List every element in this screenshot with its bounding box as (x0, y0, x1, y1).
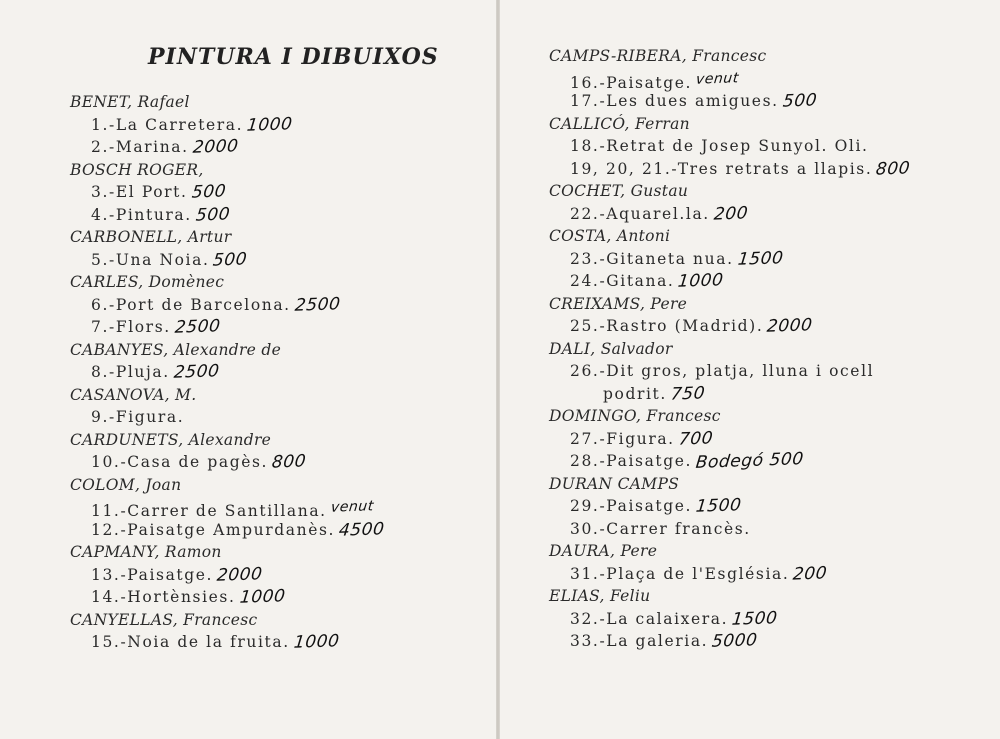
catalog-entry (70, 361, 490, 384)
entry-number: 3. (91, 183, 109, 201)
artwork-title: Carrer de Santillana. (127, 502, 327, 520)
entry-dash: - (120, 453, 128, 471)
catalog-entry (549, 135, 989, 158)
handwritten-price: 700 (677, 427, 714, 450)
entry-number: 33. (570, 632, 600, 650)
artist-name: CARBONELL, Artur (70, 228, 232, 246)
artwork-title: Pluja. (115, 363, 170, 381)
entry-number: 19, 20, 21. (570, 159, 672, 178)
entry-dash: - (599, 452, 607, 470)
artwork-title: Figura. (115, 408, 185, 426)
artist-name: DALI, Salvador (549, 339, 673, 358)
catalog-entry (549, 270, 989, 293)
entry-dash: - (120, 520, 128, 539)
handwritten-price: 800 (270, 451, 308, 473)
handwritten-price: 2000 (191, 136, 240, 158)
entry-number: 11. (91, 502, 121, 520)
artwork-title: Les dues amigues. (606, 92, 779, 110)
artwork-title: Casa de pagès. (127, 453, 269, 471)
entry-dash: - (120, 502, 128, 520)
entry-dash: - (120, 565, 128, 584)
artwork-title: Retrat de Josep Sunyol. Oli. (606, 137, 869, 155)
entry-dash: - (109, 138, 116, 156)
handwritten-price: 1000 (292, 631, 341, 653)
artwork-title: El Port. (115, 183, 188, 201)
catalog-entry (70, 519, 490, 542)
catalog-entry (549, 360, 989, 405)
catalog-entry (549, 630, 989, 653)
entry-number: 15. (91, 633, 121, 651)
artwork-title: La calaixera. (606, 609, 729, 628)
catalog-entry (549, 203, 989, 226)
artist-name: COSTA, Antoni (549, 227, 671, 245)
entry-dash: - (599, 497, 607, 515)
artwork-title: Dit gros, platja, lluna i ocell (606, 362, 875, 380)
entry-dash: - (671, 159, 678, 178)
entry-number: 18. (570, 137, 600, 155)
entry-number: 4. (91, 205, 109, 224)
entry-number: 26. (570, 362, 600, 380)
artist-name: CANYELLAS, Francesc (70, 610, 258, 629)
entry-number: 5. (91, 250, 109, 269)
catalog-entry (70, 294, 490, 317)
entry-dash: - (599, 204, 607, 223)
catalog-entry (549, 68, 989, 91)
catalog-entry (549, 315, 989, 338)
entry-number: 2. (91, 138, 109, 156)
catalog-entry (70, 406, 490, 429)
handwritten-price: 2000 (215, 563, 264, 586)
entry-number: 9. (91, 408, 109, 426)
catalog-entry (70, 586, 490, 609)
handwritten-price: venut (329, 498, 375, 516)
handwritten-price: 2500 (172, 361, 221, 383)
entry-number: 12. (91, 520, 121, 539)
entry-dash: - (109, 205, 116, 224)
entry-dash: - (109, 183, 116, 201)
artwork-title: La galeria. (606, 632, 709, 650)
entry-dash: - (599, 317, 607, 335)
handwritten-price: 1000 (238, 586, 286, 608)
artist-name: CASANOVA, M. (70, 385, 197, 404)
artwork-title: Paisatge. (606, 497, 693, 515)
catalog-entry (549, 450, 989, 473)
artwork-title: Paisatge Ampurdanès. (127, 520, 336, 539)
right-column (549, 45, 989, 653)
entry-dash: - (120, 588, 128, 606)
artist-name: DAURA, Pere (549, 542, 658, 560)
handwritten-price: 1500 (694, 495, 743, 517)
artwork-title: Aquarel.la. (606, 204, 710, 223)
handwritten-price: 750 (669, 382, 707, 405)
catalog-entry (70, 204, 490, 227)
entry-number: 22. (570, 204, 600, 223)
entry-number: 29. (570, 497, 600, 515)
catalog-entry (549, 248, 989, 271)
entry-number: 13. (91, 565, 121, 584)
artist-name: DURAN CAMPS (549, 474, 680, 493)
entry-dash: - (599, 249, 607, 268)
catalog-entry (70, 181, 490, 204)
catalog-entry (70, 114, 490, 137)
artwork-title: Paisatge. (127, 565, 214, 584)
entry-dash: - (599, 73, 607, 92)
artwork-title: Carrer francès. (606, 519, 751, 538)
artwork-title: Pintura. (115, 205, 192, 224)
entry-number: 30. (570, 519, 600, 538)
artist-name: BOSCH ROGER, (70, 160, 204, 179)
catalog-entry (549, 90, 989, 113)
entry-dash: - (599, 564, 607, 583)
artwork-title: Marina. (115, 138, 189, 156)
entry-dash: - (599, 632, 607, 650)
entry-number: 16. (570, 73, 600, 92)
handwritten-price: venut (695, 69, 740, 88)
artist-name: CABANYES, Alexandre de (70, 340, 282, 359)
handwritten-price: 500 (190, 181, 227, 203)
entry-dash: - (109, 318, 116, 336)
catalog-entry (549, 563, 989, 586)
handwritten-price: 500 (212, 248, 249, 271)
entry-number: 10. (91, 453, 121, 471)
catalog-entry (70, 136, 490, 159)
entry-number: 7. (91, 318, 109, 336)
artwork-title: Hortènsies. (127, 588, 236, 606)
entry-number: 6. (91, 295, 109, 314)
entry-dash: - (599, 137, 607, 155)
handwritten-price: 1000 (246, 113, 294, 136)
entry-dash: - (599, 429, 607, 448)
artist-name: CALLICÓ, Ferran (549, 114, 690, 133)
artwork-title: Paisatge. (606, 73, 693, 92)
artist-name: CARLES, Domènec (70, 273, 225, 291)
handwritten-price: 5000 (711, 630, 759, 652)
handwritten-price: 200 (712, 202, 749, 225)
artwork-title: Gitana. (606, 272, 675, 290)
catalog-entry (549, 518, 989, 541)
entry-dash: - (109, 115, 116, 134)
catalog-entry (549, 428, 989, 451)
artwork-title: Port de Barcelona. (115, 295, 291, 314)
entry-number: 28. (570, 452, 600, 470)
catalog-entry (70, 496, 490, 519)
entry-dash: - (599, 519, 607, 538)
artist-name: ELIAS, Feliu (549, 587, 651, 605)
artwork-title: Noia de la fruita. (127, 633, 290, 651)
handwritten-price: 4500 (337, 518, 386, 541)
entry-dash: - (599, 92, 607, 110)
entry-number: 8. (91, 363, 109, 381)
artwork-title: Flors. (115, 318, 171, 336)
entry-number: 24. (570, 272, 600, 290)
entry-dash: - (120, 633, 128, 651)
catalog-entry (549, 495, 989, 518)
artist-name: DOMINGO, Francesc (549, 407, 721, 425)
entry-number: 14. (91, 588, 121, 606)
entry-number: 32. (570, 609, 600, 628)
entry-dash: - (109, 295, 116, 314)
handwritten-price: 1000 (677, 270, 725, 292)
artist-name: COLOM, Joan (70, 475, 182, 494)
entry-dash: - (109, 250, 116, 269)
handwritten-price: 2500 (173, 316, 222, 338)
entry-number: 27. (570, 429, 600, 448)
handwritten-price: 800 (875, 157, 912, 180)
entry-dash: - (109, 408, 116, 426)
artwork-title: Paisatge. (606, 452, 693, 470)
entry-dash: - (109, 363, 116, 381)
artist-name: BENET, Rafael (70, 93, 190, 111)
page-gutter (496, 0, 500, 739)
artwork-title: Tres retrats a llapis. (677, 159, 873, 178)
catalog-entry (70, 451, 490, 474)
handwritten-price: 500 (194, 203, 231, 226)
handwritten-price: 1500 (736, 247, 785, 270)
catalog-entry (70, 631, 490, 654)
handwritten-price: 200 (792, 562, 829, 585)
artwork-title: Rastro (Madrid). (606, 317, 764, 335)
artwork-title: Figura. (606, 429, 675, 448)
entry-number: 25. (570, 317, 600, 335)
entry-dash: - (599, 272, 607, 290)
artist-name: CAMPS-RIBERA, Francesc (549, 47, 767, 65)
catalog-entry (70, 564, 490, 587)
artist-name: COCHET, Gustau (549, 182, 689, 200)
artwork-title: Gitaneta nua. (606, 249, 734, 268)
artwork-title-continued: podrit. 750 (603, 382, 707, 405)
artist-name: CREIXAMS, Pere (549, 294, 688, 313)
handwritten-price: 500 (781, 90, 818, 112)
entry-number: 31. (570, 564, 600, 583)
handwritten-price: 1500 (731, 607, 779, 630)
catalog-entry (549, 158, 989, 181)
entry-dash: - (599, 362, 607, 380)
artist-name: CARDUNETS, Alexandre (70, 430, 272, 449)
entry-dash: - (599, 609, 607, 628)
entry-number: 23. (570, 249, 600, 268)
artwork-title: Una Noia. (115, 250, 210, 269)
artwork-title: La Carretera. (115, 115, 244, 134)
left-column (70, 91, 490, 654)
entry-number: 17. (570, 92, 600, 110)
catalog-entry (70, 249, 490, 272)
handwritten-price: 2500 (293, 293, 342, 316)
handwritten-price: 2000 (766, 315, 814, 337)
artwork-title: Plaça de l'Església. (606, 564, 790, 583)
handwritten-price: Bodegó 500 (694, 449, 805, 473)
catalog-entry (70, 316, 490, 339)
artist-name: CAPMANY, Ramon (70, 543, 222, 561)
catalog-title: PINTURA I DIBUIXOS (148, 44, 439, 70)
entry-number: 1. (91, 115, 109, 134)
catalog-entry (549, 608, 989, 631)
